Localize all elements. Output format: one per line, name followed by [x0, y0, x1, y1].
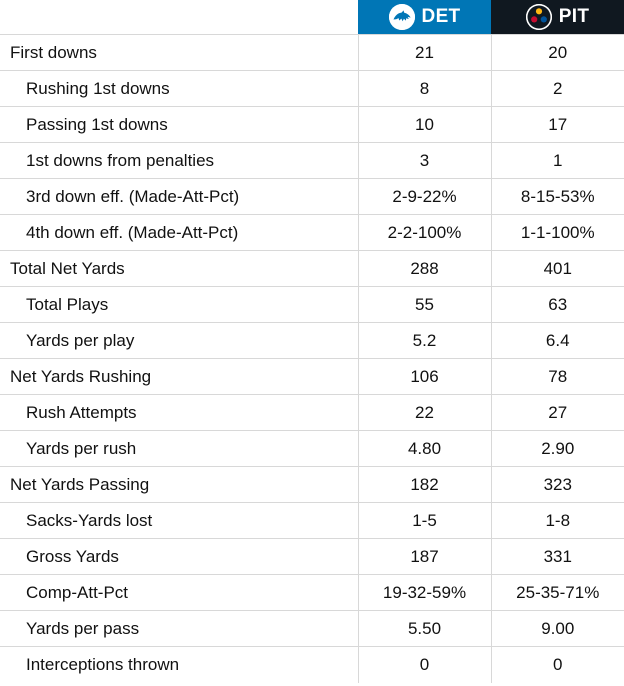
table-row — [0, 287, 624, 323]
stat-value-pit: 331 — [491, 539, 624, 575]
stat-value-det: 10 — [358, 107, 491, 143]
table-row — [0, 323, 624, 359]
stat-label: 1st downs from penalties — [0, 143, 358, 179]
stat-value-det: 2-9-22% — [358, 179, 491, 215]
table-row — [0, 35, 624, 71]
stat-label: Net Yards Rushing — [0, 359, 358, 395]
stat-label: Sacks-Yards lost — [0, 503, 358, 539]
table-row — [0, 395, 624, 431]
table-body — [0, 35, 624, 683]
stat-label: Yards per play — [0, 323, 358, 359]
stat-value-det: 1-5 — [358, 503, 491, 539]
stat-value-pit: 8-15-53% — [491, 179, 624, 215]
table-row — [0, 143, 624, 179]
stat-value-pit: 1-1-100% — [491, 215, 624, 251]
team-abbr-pit: PIT — [558, 6, 590, 27]
stat-value-pit: 323 — [491, 467, 624, 503]
stat-label: Yards per rush — [0, 431, 358, 467]
stat-value-det: 4.80 — [358, 431, 491, 467]
stat-label: Rush Attempts — [0, 395, 358, 431]
stat-label: Total Net Yards — [0, 251, 358, 287]
lions-logo-icon — [389, 4, 415, 30]
table-header — [0, 0, 624, 35]
stat-label: Rushing 1st downs — [0, 71, 358, 107]
stat-value-pit: 9.00 — [491, 611, 624, 647]
table-row — [0, 251, 624, 287]
table-row — [0, 215, 624, 251]
stat-value-pit: 25-35-71% — [491, 575, 624, 611]
stat-label-header — [0, 0, 358, 35]
table-row — [0, 71, 624, 107]
stat-value-det: 106 — [358, 359, 491, 395]
team-header-det — [358, 0, 491, 35]
stat-value-pit: 6.4 — [491, 323, 624, 359]
stat-value-det: 5.2 — [358, 323, 491, 359]
stat-value-pit: 27 — [491, 395, 624, 431]
stat-label: Net Yards Passing — [0, 467, 358, 503]
stat-value-pit: 63 — [491, 287, 624, 323]
stat-value-det: 19-32-59% — [358, 575, 491, 611]
stat-label: 3rd down eff. (Made-Att-Pct) — [0, 179, 358, 215]
stat-value-det: 0 — [358, 647, 491, 683]
stat-value-det: 55 — [358, 287, 491, 323]
table-row — [0, 539, 624, 575]
stat-value-det: 187 — [358, 539, 491, 575]
stat-value-det: 21 — [358, 35, 491, 71]
stat-value-pit: 20 — [491, 35, 624, 71]
stat-label: First downs — [0, 35, 358, 71]
steelers-logo-icon — [526, 4, 552, 30]
stat-value-det: 22 — [358, 395, 491, 431]
table-row — [0, 431, 624, 467]
stat-label: Yards per pass — [0, 611, 358, 647]
stat-value-det: 182 — [358, 467, 491, 503]
table-row — [0, 647, 624, 683]
table-row — [0, 467, 624, 503]
stat-value-pit: 401 — [491, 251, 624, 287]
stat-value-pit: 17 — [491, 107, 624, 143]
table-row — [0, 575, 624, 611]
stat-value-pit: 1 — [491, 143, 624, 179]
table-row — [0, 359, 624, 395]
table-row — [0, 107, 624, 143]
stat-value-pit: 1-8 — [491, 503, 624, 539]
stat-label: 4th down eff. (Made-Att-Pct) — [0, 215, 358, 251]
stat-value-det: 5.50 — [358, 611, 491, 647]
stat-value-det: 3 — [358, 143, 491, 179]
table-row — [0, 179, 624, 215]
table-row — [0, 611, 624, 647]
stat-value-pit: 0 — [491, 647, 624, 683]
stat-label: Gross Yards — [0, 539, 358, 575]
stat-value-det: 8 — [358, 71, 491, 107]
stat-value-pit: 2.90 — [491, 431, 624, 467]
stat-label: Comp-Att-Pct — [0, 575, 358, 611]
stat-label: Interceptions thrown — [0, 647, 358, 683]
stat-label: Total Plays — [0, 287, 358, 323]
team-header-pit — [491, 0, 624, 35]
stat-label: Passing 1st downs — [0, 107, 358, 143]
stat-value-pit: 2 — [491, 71, 624, 107]
stat-value-det: 2-2-100% — [358, 215, 491, 251]
stat-value-det: 288 — [358, 251, 491, 287]
stat-value-pit: 78 — [491, 359, 624, 395]
team-abbr-det: DET — [421, 6, 461, 27]
table-row — [0, 503, 624, 539]
